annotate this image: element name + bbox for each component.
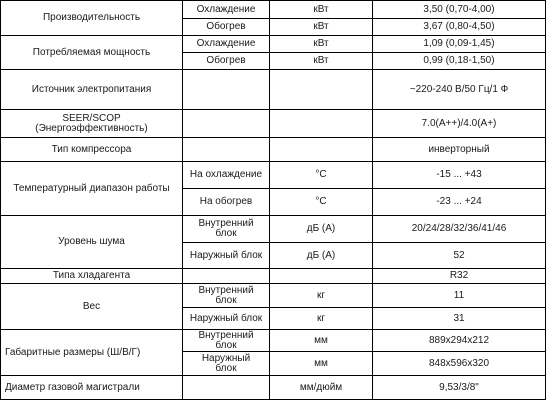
unit-cell: дБ (А): [270, 243, 373, 269]
unit-cell: кВт: [270, 1, 373, 19]
mode-cell: Охлаждение: [183, 36, 270, 53]
mode-line2: блок: [215, 228, 237, 239]
row-label-line1: SEER/SCOP: [62, 112, 121, 124]
value-cell: 889x294x212: [373, 330, 546, 352]
row-label: Тип компрессора: [1, 138, 183, 162]
table-row: [1, 376, 546, 400]
mode-cell: [183, 284, 270, 308]
mode-line2: блок: [215, 362, 237, 374]
row-label: Диаметр газовой магистрали: [1, 376, 183, 400]
row-label: Источник электропитания: [1, 70, 183, 110]
unit-cell: кВт: [270, 53, 373, 70]
value-cell: 3,50 (0,70-4,00): [373, 1, 546, 19]
value-cell: -23 ... +24: [373, 189, 546, 216]
mode-cell: Обогрев: [183, 53, 270, 70]
mode-cell: [183, 216, 270, 243]
unit-cell: дБ (А): [270, 216, 373, 243]
mode-cell: На охлаждение: [183, 162, 270, 189]
table-row: [1, 1, 546, 19]
empty-cell: [270, 269, 373, 284]
unit-cell: мм: [270, 352, 373, 376]
table-row: [1, 269, 546, 284]
value-cell: 0,99 (0,18-1,50): [373, 53, 546, 70]
mode-cell: На обогрев: [183, 189, 270, 216]
empty-cell: [183, 138, 270, 162]
table-row: [1, 284, 546, 308]
unit-cell: кг: [270, 308, 373, 330]
row-label: Типа хладагента: [1, 269, 183, 284]
value-cell: 848x596x320: [373, 352, 546, 376]
table-row: [1, 330, 546, 352]
table-row: [1, 70, 546, 110]
row-label: Потребляемая мощность: [1, 36, 183, 70]
value-cell: 3,67 (0,80-4,50): [373, 19, 546, 36]
empty-cell: [183, 70, 270, 110]
empty-cell: [183, 376, 270, 400]
table-row: [1, 110, 546, 138]
empty-cell: [270, 70, 373, 110]
value-cell: R32: [373, 269, 546, 284]
mode-line2: блок: [215, 339, 237, 351]
unit-cell: кВт: [270, 19, 373, 36]
table-row: [1, 36, 546, 53]
value-cell: 20/24/28/32/36/41/46: [373, 216, 546, 243]
mode-cell: Обогрев: [183, 19, 270, 36]
empty-cell: [183, 110, 270, 138]
value-cell: 52: [373, 243, 546, 269]
unit-cell: °C: [270, 189, 373, 216]
row-label: Габаритные размеры (Ш/В/Г): [1, 330, 183, 376]
mode-line1: Наружный: [201, 352, 251, 364]
mode-line1: Внутренний: [198, 218, 254, 229]
mode-cell: [183, 330, 270, 352]
value-cell: инверторный: [373, 138, 546, 162]
unit-cell: кг: [270, 284, 373, 308]
value-cell: -15 ... +43: [373, 162, 546, 189]
row-label: Вес: [1, 284, 183, 330]
row-label: Температурный диапазон работы: [1, 162, 183, 216]
value-cell: 1,09 (0,09-1,45): [373, 36, 546, 53]
unit-cell: кВт: [270, 36, 373, 53]
value-cell: 9,53/3/8": [373, 376, 546, 400]
row-label-line2: (Энергоэффективность): [35, 122, 148, 134]
empty-cell: [270, 110, 373, 138]
mode-cell: [183, 352, 270, 376]
mode-cell: Наружный блок: [183, 308, 270, 330]
table-row: [1, 138, 546, 162]
unit-cell: мм/дюйм: [270, 376, 373, 400]
mode-cell: Охлаждение: [183, 1, 270, 19]
unit-cell: мм: [270, 330, 373, 352]
table-row: [1, 162, 546, 189]
value-cell: 11: [373, 284, 546, 308]
empty-cell: [183, 269, 270, 284]
row-label: [1, 110, 183, 138]
value-cell: ~220-240 В/50 Гц/1 Ф: [373, 70, 546, 110]
value-cell: 7.0(A++)/4.0(A+): [373, 110, 546, 138]
empty-cell: [270, 138, 373, 162]
mode-cell: Наружный блок: [183, 243, 270, 269]
row-label: Уровень шума: [1, 216, 183, 269]
unit-cell: °C: [270, 162, 373, 189]
value-cell: 31: [373, 308, 546, 330]
mode-line2: блок: [215, 294, 237, 306]
table-row: [1, 216, 546, 243]
row-label: Производительность: [1, 1, 183, 36]
mode-line1: Внутренний: [198, 329, 254, 341]
mode-line1: Внутренний: [198, 284, 254, 296]
